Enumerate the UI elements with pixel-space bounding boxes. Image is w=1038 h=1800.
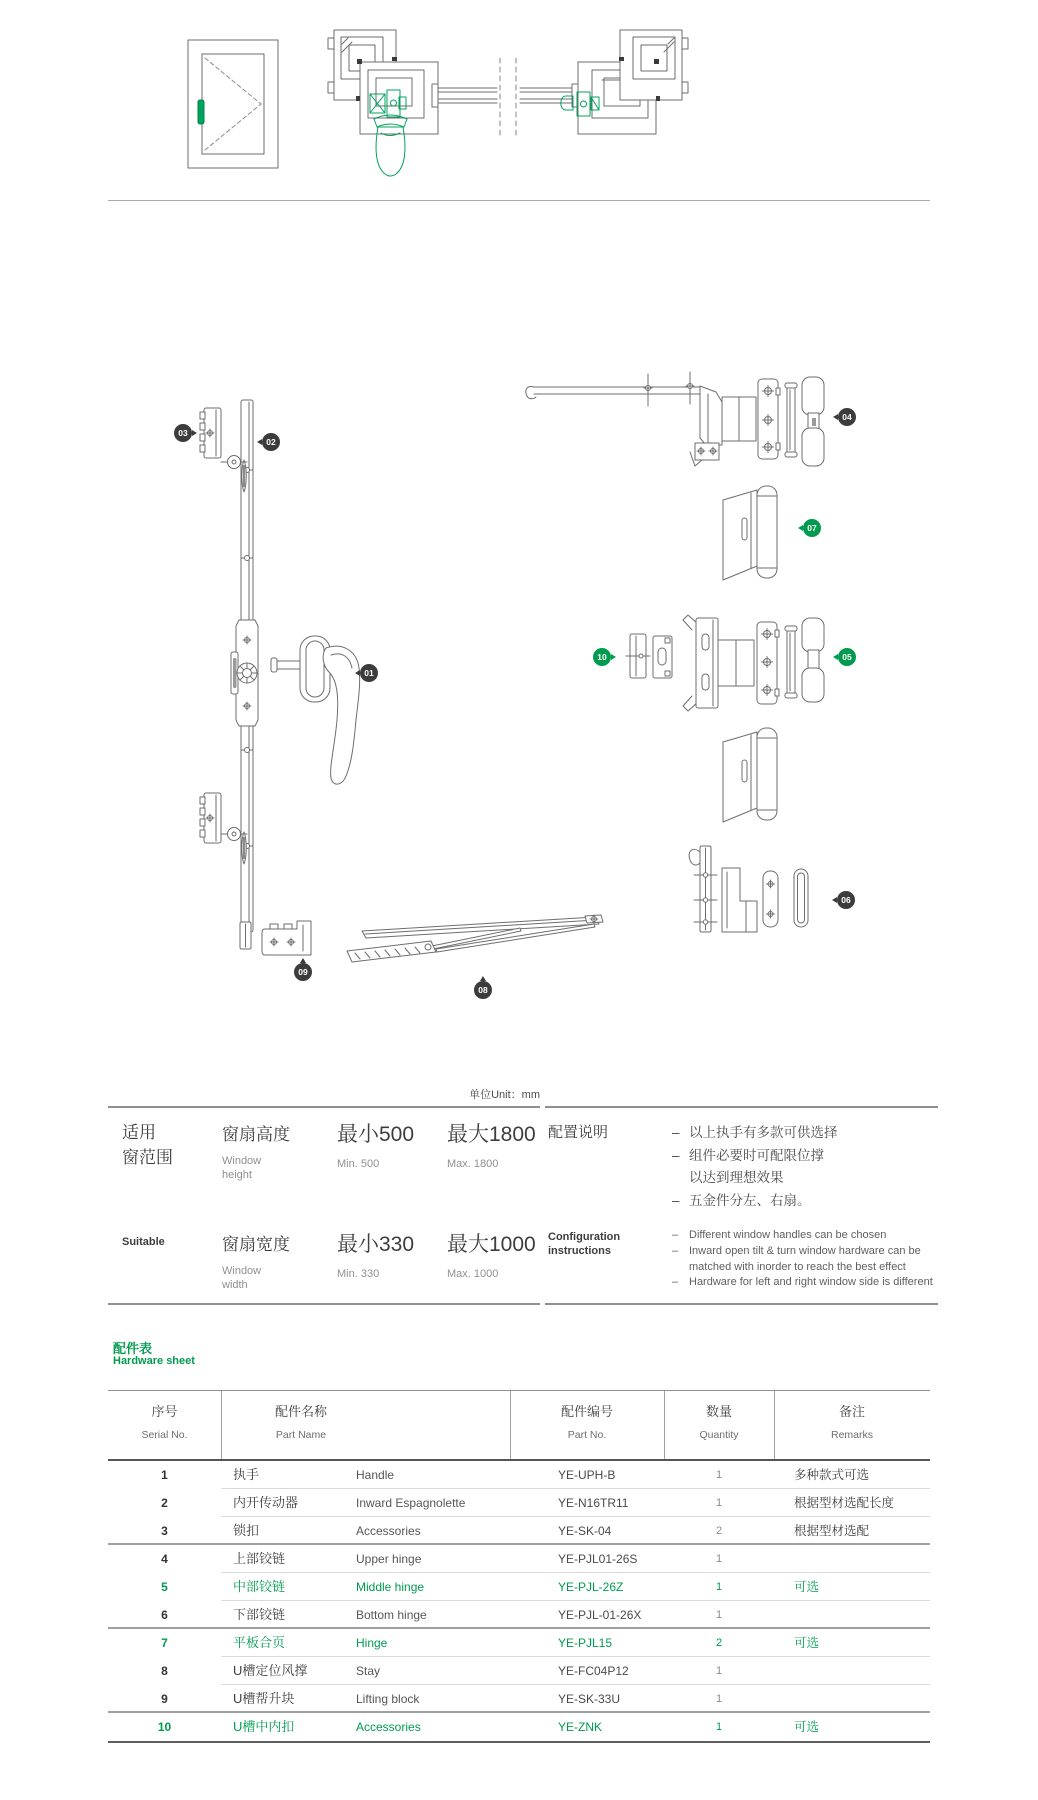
cell-qty: 1 (715, 1581, 723, 1593)
exploded-parts-diagram (0, 300, 1038, 1000)
hardware-row-8 (108, 1657, 930, 1685)
width-max-cell: 最大1000 Max. 1000 (447, 1233, 536, 1280)
keeper-bottom-drawing (200, 793, 221, 843)
cell-name-en: Lifting block (356, 1692, 420, 1706)
suitable-range-label-en: Suitable (122, 1236, 165, 1248)
config-bullet: – 以上执手有多款可供选择 (672, 1125, 838, 1140)
cell-pn: YE-PJL-26Z (558, 1580, 624, 1594)
hardware-row-6 (108, 1601, 930, 1629)
header-part-name: 配件名称 Part Name (274, 1404, 327, 1441)
header-remarks: 备注 Remarks (830, 1404, 873, 1441)
callout-number: 10 (597, 652, 607, 662)
config-title-cn: 配置说明 (548, 1124, 609, 1141)
unit-label: 单位Unit：mm (469, 1089, 540, 1101)
cell-name-cn: U槽中内扣 (233, 1719, 295, 1734)
upper-hinge-drawing (526, 372, 824, 466)
cell-qty: 1 (715, 1469, 723, 1481)
config-bullet: – Hardware for left and right window side is different (672, 1276, 933, 1289)
config-title-en: Configuration instructions (548, 1231, 621, 1257)
cell-name-cn: U槽帮升块 (233, 1691, 295, 1706)
handle-drawing (271, 636, 360, 784)
cell-name-cn: 上部铰链 (233, 1551, 286, 1566)
rule (545, 1303, 938, 1305)
cell-name-cn: 执手 (233, 1467, 260, 1482)
hardware-row-2 (108, 1489, 930, 1517)
cell-rem: 可选 (794, 1580, 820, 1594)
cell-qty: 1 (715, 1553, 723, 1565)
config-bullets-cn (662, 1122, 838, 1212)
cell-rem: 根据型材选配 (794, 1524, 870, 1538)
hardware-row-5 (108, 1573, 930, 1601)
config-bullet: – 组件必要时可配限位撑 (672, 1147, 824, 1163)
cell-rem: 多种款式可选 (794, 1468, 870, 1482)
cell-rem: 可选 (794, 1636, 820, 1650)
cell-serial: 3 (161, 1524, 168, 1538)
cell-qty: 1 (715, 1721, 723, 1733)
cell-name-en: Bottom hinge (356, 1608, 427, 1622)
header-part-no: 配件编号 Part No. (560, 1404, 613, 1441)
column-separator (664, 1391, 665, 1459)
header-serial: 序号 Serial No. (141, 1404, 188, 1441)
cell-name-en: Upper hinge (356, 1552, 422, 1566)
cell-serial: 4 (161, 1552, 168, 1566)
window-height-cell: 窗扇高度 Window height (222, 1125, 290, 1181)
hardware-row-7 (108, 1629, 930, 1657)
hardware-row-3 (108, 1517, 930, 1545)
cell-serial: 9 (161, 1692, 168, 1706)
espagnolette-drawing (221, 400, 258, 932)
callout-number: 09 (298, 967, 308, 977)
corner-drive-drawing (240, 921, 311, 955)
section-divider (108, 200, 930, 201)
cell-name-en: Middle hinge (356, 1580, 425, 1594)
rule (108, 1303, 540, 1305)
suitable-range-label-cn: 适用 窗范围 (122, 1123, 173, 1167)
cross-section-left-drawing (328, 30, 497, 176)
callout-number: 02 (266, 437, 276, 447)
height-min-cell: 最小500 Min. 500 (337, 1123, 415, 1170)
hinge-cover-drawing (723, 486, 777, 580)
cell-name-en: Accessories (356, 1524, 421, 1538)
column-separator (221, 1391, 222, 1459)
cell-serial: 5 (161, 1580, 168, 1594)
callout-number: 01 (364, 668, 374, 678)
callout-10 (593, 648, 611, 666)
callout-number: 08 (478, 985, 488, 995)
window-elevation-drawing (188, 40, 278, 168)
cell-serial: 7 (161, 1636, 168, 1650)
cell-qty: 1 (715, 1497, 723, 1509)
cell-qty: 1 (715, 1665, 723, 1677)
cell-rem: 可选 (794, 1720, 820, 1734)
cell-pn: YE-SK-33U (558, 1692, 621, 1706)
cell-pn: YE-PJL-01-26X (558, 1608, 642, 1622)
hinge-cover-lower-drawing (723, 728, 777, 822)
bottom-hinge-drawing (689, 846, 808, 932)
cell-name-cn: 中部铰链 (233, 1579, 286, 1594)
stay-drawing (347, 915, 603, 962)
callout-number: 03 (178, 428, 188, 438)
callout-09 (294, 963, 312, 981)
width-min-cell: 最小330 Min. 330 (337, 1233, 415, 1280)
cell-pn: YE-UPH-B (558, 1468, 616, 1482)
cell-name-en: Accessories (356, 1720, 421, 1734)
cell-pn: YE-SK-04 (558, 1524, 612, 1538)
cell-name-cn: 内开传动器 (233, 1495, 299, 1510)
callout-07 (803, 519, 821, 537)
cell-name-cn: 下部铰链 (233, 1607, 286, 1622)
column-separator (774, 1391, 775, 1459)
hardware-row-1 (108, 1461, 930, 1489)
cell-pn: YE-N16TR11 (558, 1496, 629, 1510)
cell-serial: 8 (161, 1664, 168, 1678)
callout-number: 06 (841, 895, 851, 905)
cell-serial: 10 (157, 1720, 172, 1734)
callout-01 (360, 664, 378, 682)
hardware-table (108, 1390, 930, 1743)
cross-section-right-drawing (520, 30, 688, 134)
cell-pn: YE-PJL15 (558, 1636, 613, 1650)
handle-icon (198, 100, 204, 124)
callout-06 (837, 891, 855, 909)
cell-name-en: Handle (356, 1468, 395, 1482)
cell-pn: YE-PJL01-26S (558, 1552, 638, 1566)
callout-number: 07 (807, 523, 817, 533)
cell-qty: 1 (715, 1609, 723, 1621)
cell-serial: 6 (161, 1608, 168, 1622)
cell-name-cn: 锁扣 (233, 1523, 260, 1538)
hardware-table-header (108, 1391, 930, 1461)
top-drawings (0, 0, 1038, 230)
break-marks (500, 58, 516, 135)
middle-hinge-drawing (626, 615, 824, 711)
window-width-cell: 窗扇宽度 Window width (222, 1235, 290, 1291)
config-bullets-en (662, 1228, 933, 1291)
cell-name-en: Hinge (356, 1636, 388, 1650)
rule (108, 1106, 540, 1108)
callout-number: 04 (842, 412, 852, 422)
hardware-row-10 (108, 1713, 930, 1741)
keeper-top-drawing (200, 408, 221, 458)
cell-qty: 2 (715, 1637, 723, 1649)
header-quantity: 数量 Quantity (699, 1404, 739, 1441)
callout-03 (174, 424, 192, 442)
callout-05 (838, 648, 856, 666)
config-bullet-continuation: 以达到理想效果 (689, 1170, 784, 1185)
cell-name-cn: U槽定位风撑 (233, 1663, 308, 1678)
hardware-table-rows (108, 1461, 930, 1741)
callout-04 (838, 408, 856, 426)
callout-08 (474, 981, 492, 999)
column-separator (510, 1391, 511, 1459)
callout-number: 05 (842, 652, 852, 662)
cell-name-cn: 平板合页 (233, 1635, 286, 1650)
config-bullet-continuation: matched with inorder to reach the best effect (689, 1260, 906, 1273)
rule (545, 1106, 938, 1108)
config-bullet: – Inward open tilt & turn window hardware can be (672, 1244, 921, 1257)
callout-02 (262, 433, 280, 451)
height-max-cell: 最大1800 Max. 1800 (447, 1123, 536, 1170)
config-bullet: – 五金件分左、右扇。 (672, 1192, 811, 1208)
cell-pn: YE-ZNK (558, 1720, 603, 1734)
hardware-sheet-title-cn: 配件表 (113, 1341, 153, 1356)
cell-name-en: Stay (356, 1664, 381, 1678)
cell-name-en: Inward Espagnolette (356, 1496, 466, 1510)
cell-pn: YE-FC04P12 (558, 1664, 629, 1678)
hardware-row-9 (108, 1685, 930, 1713)
config-bullet: – Different window handles can be chosen (672, 1229, 887, 1241)
cell-qty: 2 (715, 1525, 723, 1537)
cell-serial: 2 (161, 1496, 168, 1510)
hardware-sheet-title-en: Hardware sheet (113, 1355, 195, 1367)
cell-rem: 根据型材选配长度 (794, 1496, 895, 1510)
hardware-row-4 (108, 1545, 930, 1573)
cell-qty: 1 (715, 1693, 723, 1705)
cell-serial: 1 (161, 1468, 168, 1482)
